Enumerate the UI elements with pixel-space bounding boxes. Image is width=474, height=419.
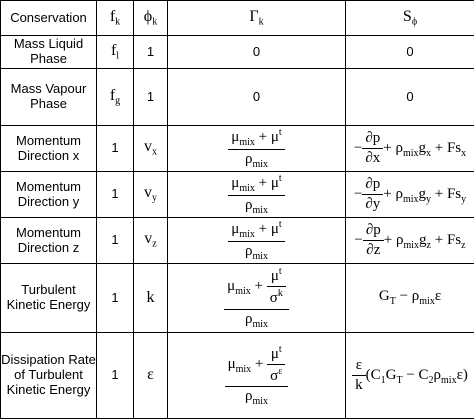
minus-op: − bbox=[354, 186, 362, 202]
fs-term: + Fs bbox=[431, 140, 461, 156]
row-gamma-text: 0 bbox=[253, 89, 260, 104]
sigma-symbol: σ bbox=[270, 368, 278, 384]
inner-fraction bbox=[267, 266, 286, 308]
plus-op: + bbox=[255, 129, 271, 145]
inner-numerator bbox=[267, 266, 286, 287]
dx-denominator: ∂x bbox=[362, 149, 383, 167]
row-f-text: 1 bbox=[111, 140, 118, 155]
mu-t-symbol: μ bbox=[271, 129, 279, 145]
header-phi-sub: k bbox=[152, 17, 157, 28]
c1-sub: 1 bbox=[381, 375, 386, 386]
row-f-symbol: f bbox=[110, 87, 115, 104]
c1-symbol: (C bbox=[366, 367, 381, 383]
row-name-text: Mass Liquid Phase bbox=[14, 36, 83, 66]
row-phi-symbol: ε bbox=[147, 366, 154, 383]
minus-c2: − C bbox=[403, 367, 429, 383]
mu-t-symbol: μ bbox=[271, 221, 279, 237]
fs-sub: z bbox=[461, 240, 465, 251]
mu-symbol: μ bbox=[231, 221, 239, 237]
dp-numerator: ∂p bbox=[362, 130, 383, 149]
header-phi bbox=[134, 1, 168, 36]
row-gamma-formula bbox=[168, 264, 346, 333]
plus-op: + bbox=[251, 278, 267, 294]
row-phi bbox=[134, 218, 168, 264]
row-gamma bbox=[168, 36, 346, 69]
dp-numerator: ∂p bbox=[362, 176, 383, 195]
row-name bbox=[1, 218, 97, 264]
plus-op: + bbox=[251, 356, 267, 372]
minus-rho: − ρ bbox=[396, 288, 419, 304]
row-phi-symbol: v bbox=[144, 138, 152, 155]
row-dissipation-rate bbox=[1, 333, 474, 419]
rho-sub: mix bbox=[252, 159, 268, 170]
minus-op: − bbox=[354, 140, 362, 156]
row-phi bbox=[134, 126, 168, 172]
row-source-text: 0 bbox=[406, 44, 413, 59]
plus-rho: + ρ bbox=[384, 232, 404, 248]
g-symbol: g bbox=[419, 232, 427, 248]
header-conservation-text: Conservation bbox=[10, 10, 87, 25]
fs-term: + Fs bbox=[431, 186, 461, 202]
g-sub: x bbox=[426, 148, 431, 159]
plus-op: + bbox=[255, 175, 271, 191]
sigma-sup: k bbox=[278, 288, 283, 299]
g-symbol: g bbox=[419, 140, 427, 156]
row-name bbox=[1, 36, 97, 69]
rho-sub: mix bbox=[403, 194, 419, 205]
row-f bbox=[97, 218, 134, 264]
mu-symbol: μ bbox=[231, 175, 239, 191]
gamma-denominator bbox=[225, 387, 289, 408]
gamma-denominator bbox=[228, 196, 284, 217]
row-f bbox=[97, 69, 134, 126]
header-s-sub: ϕ bbox=[412, 17, 417, 28]
row-f-symbol: f bbox=[111, 42, 116, 59]
mu-symbol: μ bbox=[231, 129, 239, 145]
rho-sub: mix bbox=[252, 205, 268, 216]
row-source-text: 0 bbox=[406, 89, 413, 104]
row-phi-text: 1 bbox=[147, 89, 154, 104]
header-gamma-sub: k bbox=[259, 17, 264, 28]
gamma-fraction bbox=[228, 219, 284, 263]
fs-sub: y bbox=[461, 194, 466, 205]
row-name-text: Turbulent Kinetic Energy bbox=[7, 282, 91, 312]
row-phi bbox=[134, 36, 168, 69]
mu-sub: mix bbox=[236, 364, 252, 375]
header-gamma bbox=[168, 1, 346, 36]
rho-sub: mix bbox=[252, 396, 268, 407]
c2-sub: 2 bbox=[429, 375, 434, 386]
row-gamma-text: 0 bbox=[253, 44, 260, 59]
mu-sub: mix bbox=[239, 229, 255, 240]
rho-sub: mix bbox=[403, 148, 419, 159]
gamma-numerator bbox=[228, 127, 284, 151]
g-t-symbol: G bbox=[386, 367, 397, 383]
gamma-fraction bbox=[228, 127, 284, 171]
gamma-denominator bbox=[224, 310, 289, 331]
g-symbol: g bbox=[419, 186, 427, 202]
epsilon-symbol: ε bbox=[435, 288, 441, 304]
header-phi-symbol: ϕ bbox=[144, 8, 152, 25]
row-f bbox=[97, 126, 134, 172]
mu-sub: mix bbox=[239, 183, 255, 194]
mu-t-sup: t bbox=[279, 219, 282, 230]
row-momentum-y bbox=[1, 172, 474, 218]
mu-symbol: μ bbox=[228, 356, 236, 372]
eps-over-k bbox=[352, 357, 366, 395]
row-phi-symbol: v bbox=[144, 230, 152, 247]
row-phi-sub: z bbox=[152, 239, 156, 250]
row-source-formula bbox=[346, 126, 474, 172]
k-denominator: k bbox=[352, 376, 366, 394]
row-phi bbox=[134, 172, 168, 218]
rho-sub: mix bbox=[252, 319, 268, 330]
inner-numerator bbox=[267, 344, 285, 365]
row-name bbox=[1, 126, 97, 172]
epsilon-close: ε) bbox=[457, 367, 468, 383]
row-name-text: Dissipation Rate of Turbulent Kinetic Energy bbox=[1, 352, 96, 397]
g-t-sub: T bbox=[390, 296, 396, 307]
g-t-symbol: G bbox=[379, 288, 390, 304]
row-name-text: Momentum Direction y bbox=[16, 179, 81, 209]
row-gamma-formula bbox=[168, 172, 346, 218]
header-f-sub: k bbox=[115, 17, 120, 28]
mu-sub: mix bbox=[235, 286, 251, 297]
header-gamma-symbol: Γ bbox=[249, 8, 258, 25]
row-f-text: 1 bbox=[111, 290, 118, 305]
row-f bbox=[97, 264, 134, 333]
mu-sub: mix bbox=[239, 137, 255, 148]
header-source bbox=[346, 1, 474, 36]
row-phi-sub: x bbox=[152, 147, 157, 158]
gamma-numerator bbox=[225, 344, 289, 388]
row-f-sub: g bbox=[115, 96, 120, 107]
rho-symbol: ρ bbox=[245, 311, 253, 327]
header-conservation bbox=[1, 1, 97, 36]
row-source bbox=[346, 69, 474, 126]
row-phi-symbol: v bbox=[144, 184, 152, 201]
inner-fraction bbox=[267, 344, 285, 386]
row-turbulent-kinetic-energy bbox=[1, 264, 474, 333]
row-source bbox=[346, 36, 474, 69]
row-name bbox=[1, 333, 97, 419]
row-f-text: 1 bbox=[111, 232, 118, 247]
row-source-formula bbox=[346, 172, 474, 218]
row-gamma-formula bbox=[168, 218, 346, 264]
rho-sub: mix bbox=[403, 240, 419, 251]
mu-symbol: μ bbox=[227, 278, 235, 294]
plus-rho: + ρ bbox=[383, 186, 403, 202]
row-f bbox=[97, 333, 134, 419]
header-f-symbol: f bbox=[110, 8, 115, 25]
pressure-gradient bbox=[363, 222, 384, 260]
rho-symbol: ρ bbox=[245, 151, 253, 167]
row-phi bbox=[134, 333, 168, 419]
gamma-numerator bbox=[228, 219, 284, 243]
gamma-denominator bbox=[228, 150, 284, 171]
row-name-text: Momentum Direction z bbox=[16, 225, 81, 255]
rho-symbol: ρ bbox=[245, 197, 253, 213]
row-gamma bbox=[168, 69, 346, 126]
mu-t-symbol: μ bbox=[271, 346, 279, 362]
gamma-numerator bbox=[224, 266, 289, 310]
pressure-gradient bbox=[362, 130, 383, 168]
row-phi-text: 1 bbox=[147, 44, 154, 59]
row-source-formula bbox=[346, 333, 474, 419]
rho-symbol: ρ bbox=[245, 388, 253, 404]
dy-denominator: ∂y bbox=[362, 195, 383, 213]
mu-t-sup: t bbox=[279, 266, 282, 277]
sigma-symbol: σ bbox=[270, 290, 278, 306]
minus-op: − bbox=[354, 232, 362, 248]
row-phi-sub: y bbox=[152, 193, 157, 204]
row-f bbox=[97, 36, 134, 69]
row-f-text: 1 bbox=[111, 186, 118, 201]
fs-term: + Fs bbox=[431, 232, 461, 248]
pressure-gradient bbox=[362, 176, 383, 214]
rho-symbol: ρ bbox=[245, 243, 253, 259]
g-sub: y bbox=[426, 194, 431, 205]
row-phi-symbol: k bbox=[147, 289, 155, 306]
row-f-sub: l bbox=[116, 51, 119, 62]
rho-sub: mix bbox=[252, 251, 268, 262]
mu-t-sup: t bbox=[279, 344, 282, 355]
row-momentum-x bbox=[1, 126, 474, 172]
dp-numerator: ∂p bbox=[363, 222, 384, 241]
header-row bbox=[1, 1, 474, 36]
row-name bbox=[1, 264, 97, 333]
fs-sub: x bbox=[461, 148, 466, 159]
row-phi bbox=[134, 264, 168, 333]
sigma-sup: ε bbox=[278, 366, 282, 377]
row-name bbox=[1, 172, 97, 218]
dz-denominator: ∂z bbox=[363, 241, 384, 259]
row-gamma-formula bbox=[168, 126, 346, 172]
gamma-fraction bbox=[228, 173, 284, 217]
gamma-fraction bbox=[224, 266, 289, 330]
mu-t-sup: t bbox=[279, 127, 282, 138]
rho-sub: mix bbox=[419, 296, 435, 307]
row-name-text: Mass Vapour Phase bbox=[11, 81, 87, 111]
inner-denominator bbox=[267, 365, 285, 385]
row-f-text: 1 bbox=[111, 367, 118, 382]
mu-t-sup: t bbox=[279, 173, 282, 184]
rho-symbol: ρ bbox=[434, 367, 442, 383]
row-mass-vapour bbox=[1, 69, 474, 126]
row-name bbox=[1, 69, 97, 126]
header-s-symbol: S bbox=[403, 8, 412, 25]
gamma-numerator bbox=[228, 173, 284, 197]
gamma-fraction bbox=[225, 344, 289, 408]
row-mass-liquid bbox=[1, 36, 474, 69]
row-f bbox=[97, 172, 134, 218]
inner-denominator bbox=[267, 287, 286, 307]
g-t-sub: T bbox=[396, 375, 402, 386]
header-f bbox=[97, 1, 134, 36]
row-momentum-z bbox=[1, 218, 474, 264]
plus-rho: + ρ bbox=[383, 140, 403, 156]
row-source-formula bbox=[346, 264, 474, 333]
row-gamma-formula bbox=[168, 333, 346, 419]
gamma-denominator bbox=[228, 242, 284, 263]
mu-t-symbol: μ bbox=[271, 268, 279, 284]
plus-op: + bbox=[255, 221, 271, 237]
row-phi bbox=[134, 69, 168, 126]
g-sub: z bbox=[427, 240, 431, 251]
rho-sub: mix bbox=[441, 375, 457, 386]
row-name-text: Momentum Direction x bbox=[16, 133, 81, 163]
eps-numerator: ε bbox=[352, 357, 366, 376]
mu-t-symbol: μ bbox=[271, 175, 279, 191]
row-source-formula bbox=[346, 218, 474, 264]
